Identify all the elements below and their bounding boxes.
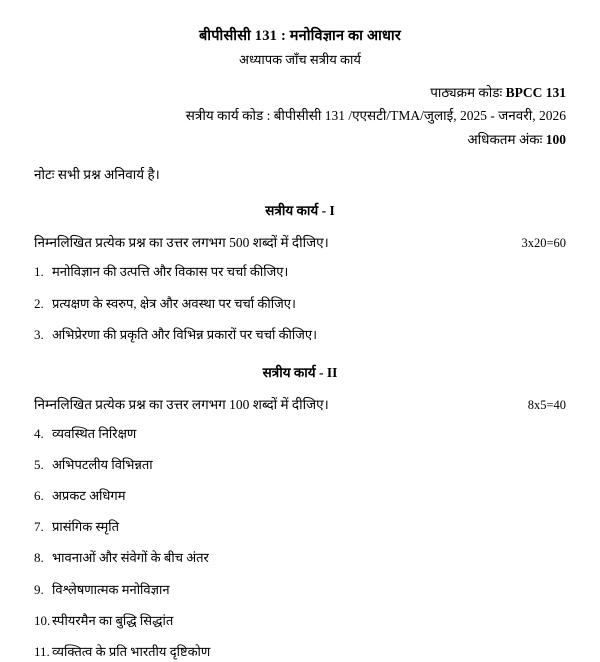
list-item (34, 262, 566, 282)
assignment-code-row (34, 104, 566, 128)
section-1-heading: सत्रीय कार्य - I (265, 203, 335, 219)
assignment-code-label: सत्रीय कार्य कोड : बीपीसीसी 131 /एएसटी/TMA/जुलाई, 2025 - जनवरी, 2026 (185, 108, 566, 124)
section-1-question-list (34, 262, 566, 344)
section-2-instruction: निम्नलिखित प्रत्येक प्रश्न का उत्तर लगभग 100 शब्दों में दीजिए। (34, 396, 329, 412)
question-number: 3. (34, 326, 44, 342)
list-item (34, 424, 566, 444)
section-2-heading: सत्रीय कार्य - II (262, 364, 338, 380)
course-code-value: BPCC 131 (505, 84, 566, 100)
question-number: 2. (34, 295, 44, 311)
question-text: अभिप्रेरणा की प्रकृति और विभिन्न प्रकारों पर चर्चा कीजिए। (52, 326, 318, 342)
list-item (34, 548, 566, 568)
question-text: प्रत्यक्षण के स्वरुप, क्षेत्र और अवस्था पर चर्चा कीजिए। (52, 295, 296, 311)
question-text: मनोविज्ञान की उत्पत्ति और विकास पर चर्चा कीजिए। (52, 264, 289, 280)
note-text: नोटः सभी प्रश्न अनिवार्य है। (34, 167, 160, 183)
question-number: 11. (34, 643, 50, 659)
list-item (34, 517, 566, 537)
question-number: 10. (34, 612, 51, 628)
question-number: 9. (34, 581, 44, 597)
list-item (34, 455, 566, 475)
question-text: व्यवस्थित निरिक्षण (52, 425, 137, 441)
section-1-instruction: निम्नलिखित प्रत्येक प्रश्न का उत्तर लगभग 500 शब्दों में दीजिए। (34, 235, 329, 251)
question-text: अप्रकट अधिगम (52, 488, 126, 504)
list-item (34, 325, 566, 345)
question-text: विश्लेषणात्मक मनोविज्ञान (52, 581, 170, 597)
course-title: बीपीसीसी 131 : मनोविज्ञान का आधार (199, 28, 401, 44)
section-1-instruction-row (34, 233, 566, 251)
max-marks-value: 100 (545, 131, 566, 147)
list-item (34, 642, 566, 662)
question-number: 5. (34, 456, 44, 472)
section-2-question-list (34, 424, 566, 662)
question-text: प्रासंगिक स्मृति (52, 519, 120, 535)
list-item (34, 580, 566, 600)
course-code-label: पाठ्यक्रम कोडः (430, 84, 503, 100)
paper-subtitle: अध्यापक जाँच सत्रीय कार्य (239, 51, 361, 67)
question-text: व्यक्तित्व के प्रति भारतीय दृष्टिकोण (52, 643, 211, 659)
section-2-marks: 8x5=40 (527, 397, 566, 412)
question-number: 1. (34, 264, 44, 280)
question-number: 6. (34, 488, 44, 504)
question-text: भावनाओं और संवेगों के बीच अंतर (52, 550, 209, 566)
question-number: 8. (34, 550, 44, 566)
question-text: स्पीयरमैन का बुद्धि सिद्धांत (52, 612, 174, 628)
question-number: 4. (34, 425, 44, 441)
section-1-marks: 3x20=60 (521, 236, 566, 251)
assignment-meta (34, 81, 566, 152)
question-text: अभिपटलीय विभिन्नता (52, 456, 153, 472)
list-item (34, 294, 566, 314)
course-code-row (34, 81, 566, 105)
question-number: 7. (34, 519, 44, 535)
list-item (34, 611, 566, 631)
list-item (34, 486, 566, 506)
max-marks-row (34, 128, 566, 152)
section-2-instruction-row (34, 395, 566, 413)
max-marks-label: अधिकतम अंकः (467, 131, 543, 147)
